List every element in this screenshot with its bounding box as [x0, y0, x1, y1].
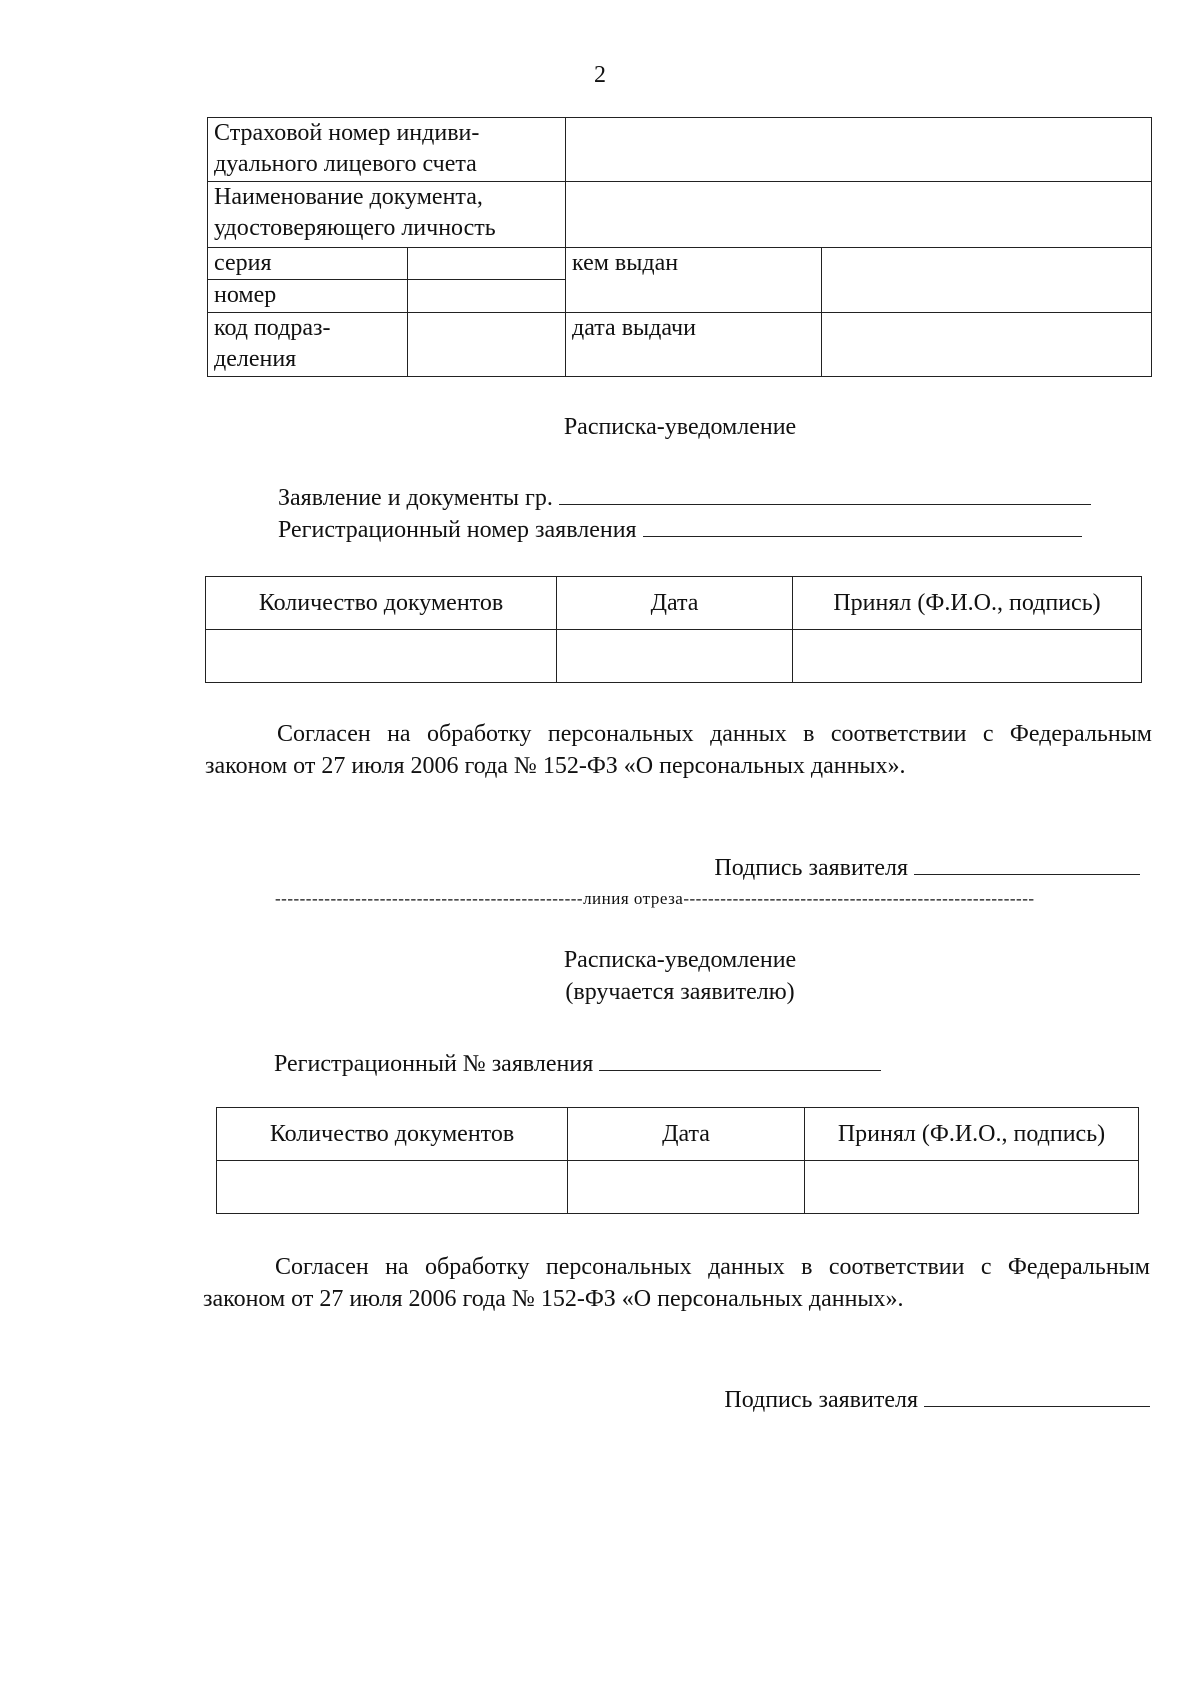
issue-date-label: дата выдачи [566, 313, 822, 377]
tear-off-header-date: Дата [568, 1108, 805, 1161]
registration-number-field[interactable] [643, 510, 1082, 537]
tear-off-header-document-count: Количество документов [217, 1108, 568, 1161]
division-code-label: код подраз- деления [208, 313, 408, 377]
date-cell[interactable] [557, 630, 793, 683]
registration-number-line [278, 510, 1082, 544]
page-number: 2 [594, 62, 606, 88]
cut-line-label: линия отреза [583, 889, 684, 908]
series-field[interactable] [408, 248, 566, 280]
tear-off-signature-label: Подпись заявителя [724, 1387, 918, 1413]
header-document-count: Количество документов [206, 577, 557, 630]
signature-field[interactable] [914, 848, 1140, 875]
cut-line [275, 889, 1147, 909]
tear-off-registration-field[interactable] [599, 1044, 881, 1071]
receipt-table [205, 576, 1142, 683]
header-received-by: Принял (Ф.И.О., подпись) [793, 577, 1142, 630]
document-name-field[interactable] [566, 182, 1152, 248]
applicant-line [278, 478, 1091, 512]
tear-off-consent-text: Согласен на обработку персональных данных в соответствии с Федеральным законом от 27 июля 2006 года № 152-ФЗ «О персональных данных». [203, 1254, 1150, 1312]
series-label: серия [208, 248, 408, 280]
tear-off-registration-label: Регистрационный № заявления [274, 1051, 594, 1077]
tear-off-date-cell[interactable] [568, 1161, 805, 1214]
receipt-tear-off-subtitle: (вручается заявителю) [565, 979, 795, 1005]
tear-off-document-count-cell[interactable] [217, 1161, 568, 1214]
document-name-label: Наименование документа, удостоверяющего личность [208, 182, 566, 248]
tear-off-signature-line [610, 1380, 1150, 1414]
division-code-field[interactable] [408, 313, 566, 377]
issued-by-field[interactable] [822, 248, 1152, 313]
signature-label: Подпись заявителя [714, 855, 908, 881]
applicant-line-label: Заявление и документы гр. [278, 485, 553, 511]
tear-off-signature-field[interactable] [924, 1380, 1150, 1407]
registration-number-label: Регистрационный номер заявления [278, 517, 637, 543]
tear-off-received-by-cell[interactable] [805, 1161, 1139, 1214]
received-by-cell[interactable] [793, 630, 1142, 683]
applicant-name-field[interactable] [559, 478, 1091, 505]
number-field[interactable] [408, 280, 566, 313]
issued-by-label: кем выдан [566, 248, 822, 313]
consent-text: Согласен на обработку персональных данных в соответствии с Федеральным законом от 27 июля 2006 года № 152-ФЗ «О персональных данных». [205, 721, 1152, 779]
signature-line [600, 848, 1140, 882]
snils-field[interactable] [566, 118, 1152, 182]
tear-off-registration-line [274, 1044, 881, 1078]
receipt-tear-off-title: Расписка-уведомление [563, 947, 797, 973]
snils-label: Страховой номер индиви- дуального лицевого счета [208, 118, 566, 182]
document-count-cell[interactable] [206, 630, 557, 683]
header-date: Дата [557, 577, 793, 630]
identity-table [207, 117, 1152, 377]
receipt-title: Расписка-уведомление [563, 414, 797, 440]
cut-line-dashes-left: -------------------------------------------------- [275, 889, 584, 908]
number-label: номер [208, 280, 408, 313]
tear-off-header-received-by: Принял (Ф.И.О., подпись) [805, 1108, 1139, 1161]
tear-off-receipt-table [216, 1107, 1139, 1214]
issue-date-field[interactable] [822, 313, 1152, 377]
cut-line-dashes-right: --------------------------------------------------------- [683, 889, 1035, 908]
